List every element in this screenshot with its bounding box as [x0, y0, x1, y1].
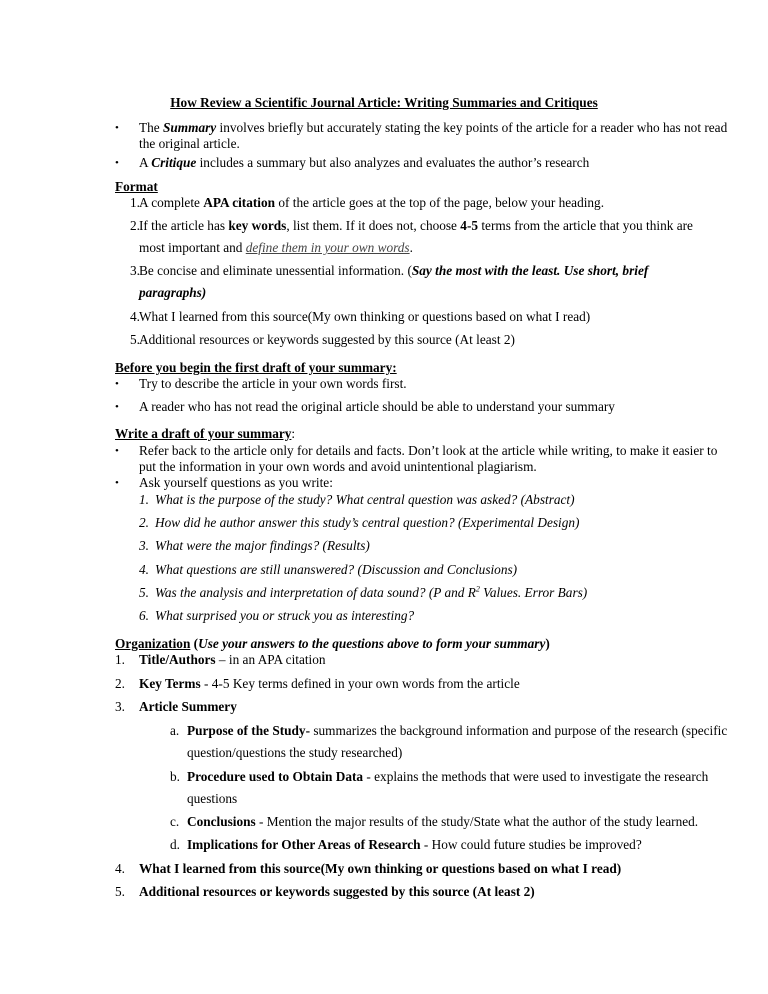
format-item-cont: most important and define them in your own words.	[139, 240, 413, 255]
org-item: 1. Title/Authors – in an APA citation	[115, 652, 326, 667]
org-subitem-cont: question/questions the study researched)	[187, 745, 403, 760]
question: 1. What is the purpose of the study? What central question was asked? (Abstract)	[139, 492, 575, 507]
format-item: What I learned from this source(My own thinking or questions based on what I read)	[139, 309, 591, 324]
draft-item: Ask yourself questions as you write:	[139, 475, 333, 490]
draft-item: Refer back to the article only for details and facts. Don’t look at the article while writing, to make it easier to	[139, 443, 718, 458]
format-item: Additional resources or keywords suggested by this source (At least 2)	[139, 332, 515, 347]
list-number: 2.	[130, 218, 140, 233]
format-heading: Format	[115, 179, 158, 194]
intro-critique: A Critique includes a summary but also analyzes and evaluates the author’s research	[139, 155, 590, 170]
org-subitem: b. Procedure used to Obtain Data - explains the methods that were used to investigate the research	[170, 769, 709, 784]
format-item: If the article has key words, list them. If it does not, choose 4-5 terms from the article that you think are	[139, 218, 693, 233]
question: 5. Was the analysis and interpretation of data sound? (P and $R^2$ Values. Error Bars)	[139, 584, 588, 600]
bullet: •	[115, 157, 119, 169]
org-item: 2. Key Terms - 4-5 Key terms defined in your own words from the article	[115, 676, 520, 691]
org-subitem: a. Purpose of the Study- summarizes the background information and purpose of the research (specific	[170, 723, 728, 738]
bullet: •	[115, 445, 119, 457]
before-item: Try to describe the article in your own words first.	[139, 376, 407, 391]
intro-summary: The Summary involves briefly but accurately stating the key points of the article for a reader who has not read	[139, 120, 728, 135]
format-item: A complete APA citation of the article goes at the top of the page, below your heading.	[139, 195, 605, 210]
org-item: 4. What I learned from this source(My own thinking or questions based on what I read)	[115, 861, 622, 876]
list-number: 3.	[130, 263, 140, 278]
list-number: 1.	[130, 195, 140, 210]
org-subitem: d. Implications for Other Areas of Research - How could future studies be improved?	[170, 837, 642, 852]
define-link[interactable]: define them in your own words	[245, 240, 410, 255]
question: 4. What questions are still unanswered? (Discussion and Conclusions)	[139, 562, 518, 577]
org-item: 5. Additional resources or keywords suggested by this source (At least 2)	[115, 884, 535, 899]
list-number: 5.	[130, 332, 140, 347]
bullet: •	[115, 477, 119, 489]
bullet: •	[115, 401, 119, 413]
draft-heading: Write a draft of your summary:	[115, 426, 296, 441]
intro-summary-cont: the original article.	[139, 136, 240, 151]
bullet: •	[115, 378, 119, 390]
format-item-cont: paragraphs)	[139, 285, 207, 300]
before-item: A reader who has not read the original article should be able to understand your summary	[139, 399, 615, 414]
question: 3. What were the major findings? (Results)	[139, 538, 370, 553]
before-heading: Before you begin the first draft of your summary:	[115, 360, 397, 375]
list-number: 4.	[130, 309, 140, 324]
bullet: •	[115, 122, 119, 134]
org-item: 3. Article Summery	[115, 699, 237, 714]
document-title: How Review a Scientific Journal Article: Writing Summaries and Critiques	[170, 95, 598, 110]
question: 6. What surprised you or struck you as interesting?	[139, 608, 415, 623]
format-item: Be concise and eliminate unessential information. (Say the most with the least. Use short, brief	[139, 263, 649, 278]
org-subitem-cont: questions	[187, 791, 238, 806]
question: 2. How did he author answer this study’s central question? (Experimental Design)	[139, 515, 580, 530]
organization-heading: Organization (Use your answers to the questions above to form your summary)	[115, 636, 550, 651]
draft-item-cont: put the information in your own words and avoid unintentional plagiarism.	[139, 459, 537, 474]
org-subitem: c. Conclusions - Mention the major results of the study/State what the author of the study learned.	[170, 814, 699, 829]
